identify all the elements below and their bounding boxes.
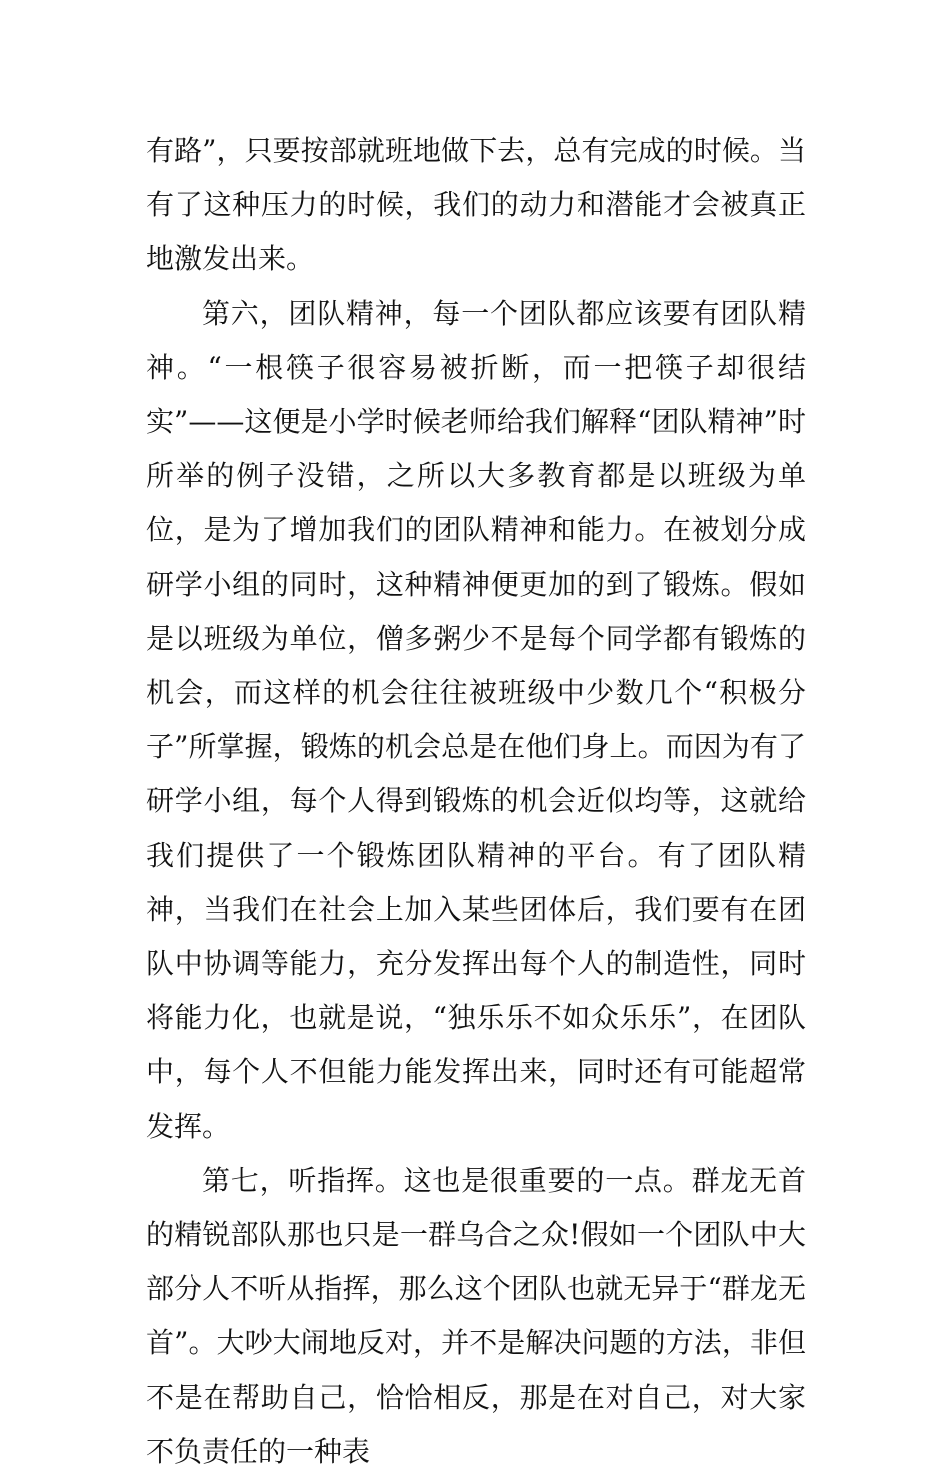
paragraph-2: 第六，团队精神，每一个团队都应该要有团队精神。“一根筷子很容易被折断，而一把筷子却很结实”——这便是小学时候老师给我们解释“团队精神”时所举的例子没错，之所以大多教育都是以班级为单位，是为了增加我们的团队精神和能力。在被划分成研学小组的同时，这种精神便更加的到了锻炼。假如是以班级为单位，僧多粥少不是每个同学都有锻炼的机会，而这样的机会往往被班级中少数几个“积极分子”所掌握，锻炼的机会总是在他们身上。而因为有了研学小组，每个人得到锻炼的机会近似均等，这就给我们提供了一个锻炼团队精神的平台。有了团队精神，当我们在社会上加入某些团体后，我们要有在团队中协调等能力，充分发挥出每个人的制造性，同时将能力化，也就是说，“独乐乐不如众乐乐”，在团队中，每个人不但能力能发挥出来，同时还有可能超常发挥。	[146, 296, 806, 1143]
body-text	[146, 124, 806, 1479]
paragraph-3: 第七，听指挥。这也是很重要的一点。群龙无首的精锐部队那也只是一群乌合之众!假如一个团队中大部分人不听从指挥，那么这个团队也就无异于“群龙无首”。大吵大闹地反对，并不是解决问题的方法，非但不是在帮助自己，恰恰相反，那是在对自己，对大家不负责任的一种表	[146, 1163, 806, 1468]
paragraph-1: 有路”，只要按部就班地做下去，总有完成的时候。当有了这种压力的时候，我们的动力和潜能才会被真正地激发出来。	[146, 134, 806, 276]
